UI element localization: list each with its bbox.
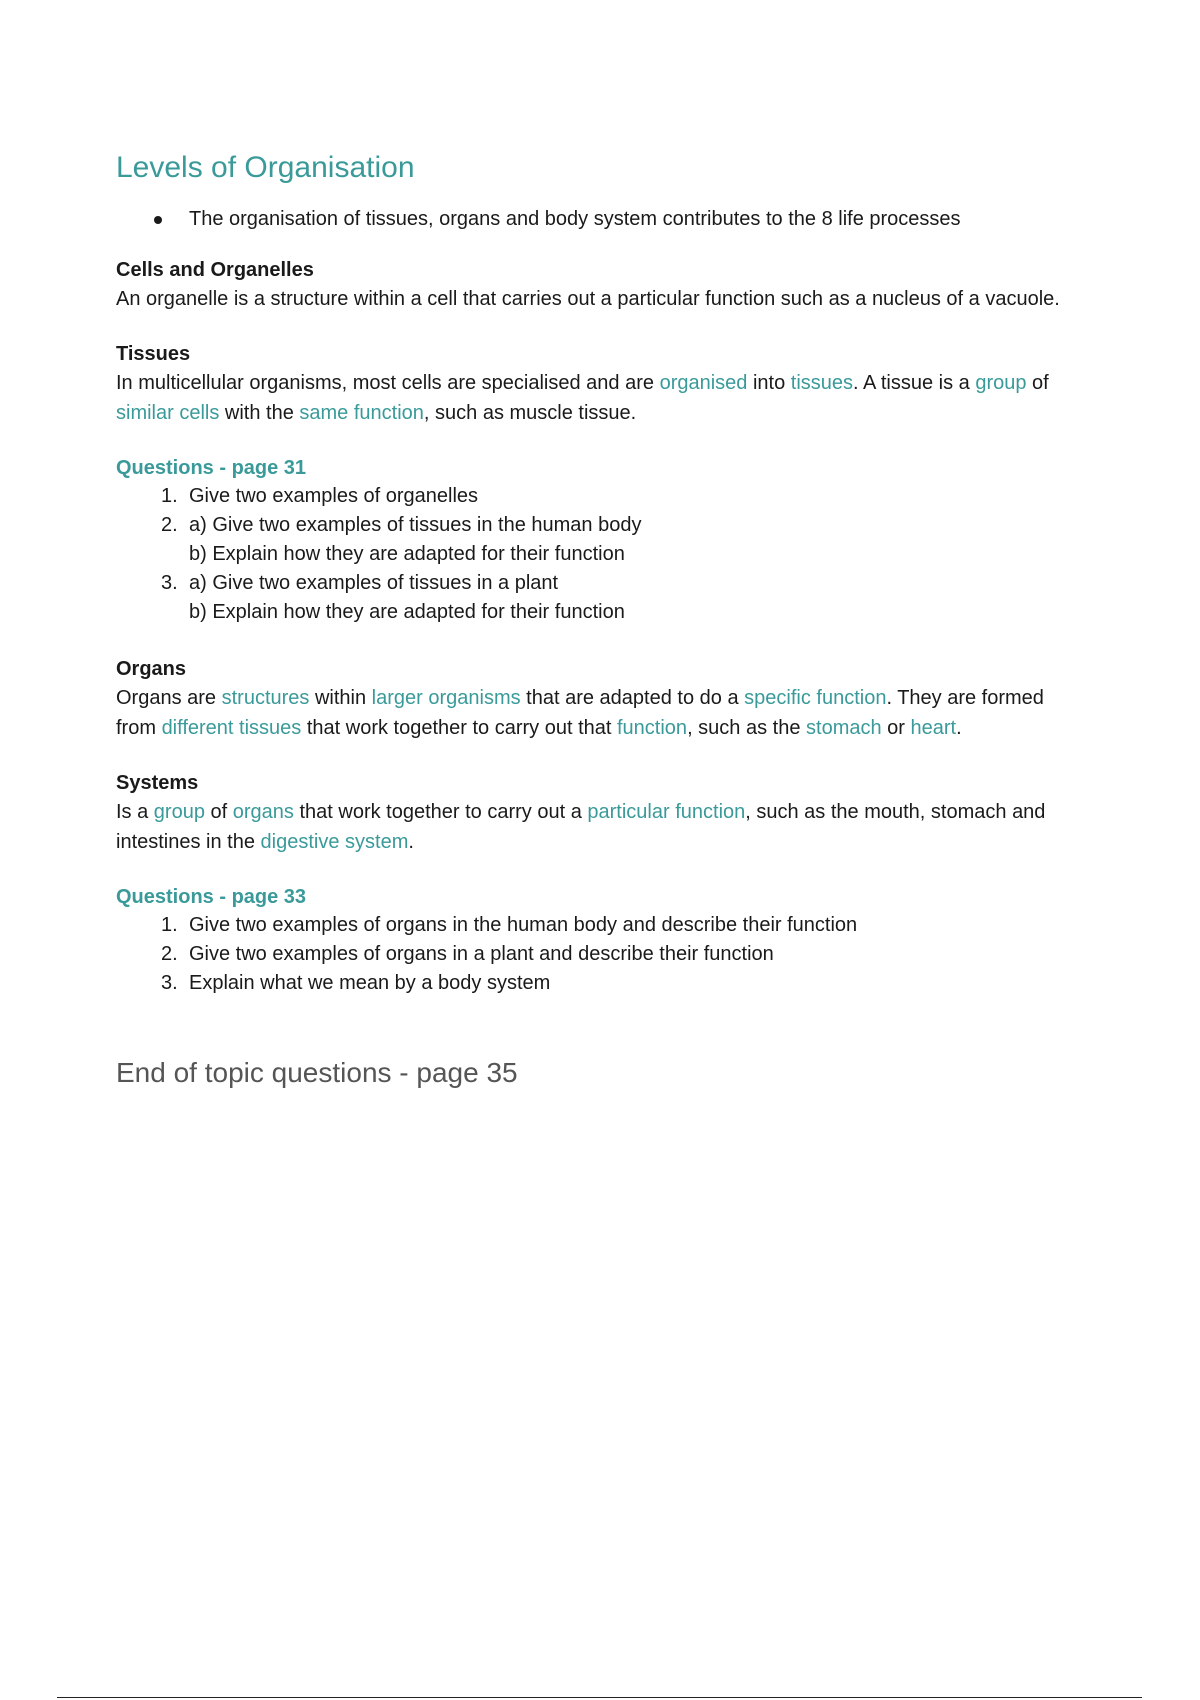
questions-31-section xyxy=(116,454,1086,627)
keyword: organised xyxy=(659,372,748,394)
keyword: particular function xyxy=(587,801,746,823)
question-number: 3. xyxy=(161,572,178,594)
question-body xyxy=(189,969,1086,998)
organs-heading: Organs xyxy=(116,658,187,680)
cells-section xyxy=(116,256,1086,314)
systems-heading: Systems xyxy=(116,772,199,794)
question-line: b) Explain how they are adapted for their function xyxy=(189,601,625,623)
text-run: Organs are xyxy=(116,687,222,709)
keyword: structures xyxy=(221,687,310,709)
keyword: larger organisms xyxy=(371,687,521,709)
text-run: or xyxy=(881,717,911,739)
question-line: Give two examples of organs in the human body and describe their function xyxy=(189,914,858,936)
questions-31-heading: Questions - page 31 xyxy=(116,457,307,479)
keyword: same function xyxy=(299,402,424,424)
question-item xyxy=(116,911,1086,940)
cells-heading: Cells and Organelles xyxy=(116,259,314,281)
question-line: Give two examples of organelles xyxy=(189,485,479,507)
page-divider xyxy=(57,1697,1142,1698)
question-number: 1. xyxy=(161,485,178,507)
questions-31-list xyxy=(116,482,1086,627)
question-number-cell xyxy=(116,482,189,511)
question-line: a) Give two examples of tissues in a plant xyxy=(189,572,559,594)
keyword: group xyxy=(975,372,1027,394)
text-run: In multicellular organisms, most cells are specialised and are xyxy=(116,372,660,394)
text-run: . xyxy=(956,717,962,739)
question-body xyxy=(189,482,1086,511)
question-number-cell xyxy=(116,911,189,940)
organs-section xyxy=(116,655,1086,743)
question-number-cell xyxy=(116,969,189,998)
question-item xyxy=(116,940,1086,969)
text-run: that are adapted to do a xyxy=(520,687,745,709)
systems-text xyxy=(116,797,1086,857)
intro-list xyxy=(116,204,1086,234)
organs-text xyxy=(116,683,1086,743)
question-body xyxy=(189,911,1086,940)
question-number: 2. xyxy=(161,514,178,536)
tissues-section xyxy=(116,340,1086,428)
tissues-text xyxy=(116,368,1086,428)
cells-text: An organelle is a structure within a cell that carries out a particular function such as a nucleus of a vacuole. xyxy=(116,288,1060,310)
question-item xyxy=(116,482,1086,511)
text-run: Is a xyxy=(116,801,154,823)
text-run: . A tissue is a xyxy=(853,372,976,394)
questions-33-section xyxy=(116,883,1086,998)
question-item xyxy=(116,969,1086,998)
text-run: that work together to carry out that xyxy=(301,717,617,739)
question-item xyxy=(116,511,1086,569)
text-run: that work together to carry out a xyxy=(293,801,588,823)
tissues-heading: Tissues xyxy=(116,343,191,365)
keyword: different tissues xyxy=(161,717,302,739)
keyword: organs xyxy=(232,801,294,823)
question-line: a) Give two examples of tissues in the human body xyxy=(189,514,642,536)
keyword: group xyxy=(153,801,205,823)
keyword: similar cells xyxy=(116,402,220,424)
end-of-topic-heading: End of topic questions - page 35 xyxy=(116,1057,518,1088)
questions-33-list xyxy=(116,911,1086,998)
question-number-cell xyxy=(116,511,189,569)
intro-bullet-text: The organisation of tissues, organs and body system contributes to the 8 life processes xyxy=(189,208,961,230)
question-line: b) Explain how they are adapted for their function xyxy=(189,543,625,565)
text-run: into xyxy=(747,372,791,394)
question-line: Explain what we mean by a body system xyxy=(189,972,551,994)
text-run: , such as muscle tissue. xyxy=(423,402,637,424)
bullet-icon xyxy=(154,216,162,224)
question-body xyxy=(189,940,1086,969)
question-number: 2. xyxy=(161,943,178,965)
keyword: heart xyxy=(910,717,957,739)
text-run: of xyxy=(1026,372,1049,394)
keyword: function xyxy=(617,717,688,739)
text-run: , such as the xyxy=(687,717,807,739)
text-run: within xyxy=(309,687,372,709)
keyword: specific function xyxy=(744,687,887,709)
question-body xyxy=(189,511,1086,569)
question-line: Give two examples of organs in a plant and describe their function xyxy=(189,943,774,965)
text-run: with the xyxy=(219,402,300,424)
text-run: . They are formed from xyxy=(116,687,1044,739)
keyword: stomach xyxy=(806,717,882,739)
systems-section xyxy=(116,769,1086,857)
question-number-cell xyxy=(116,940,189,969)
keyword: digestive system xyxy=(260,831,409,853)
intro-bullet xyxy=(116,204,1086,234)
question-number-cell xyxy=(116,569,189,627)
text-run: , such as the mouth, stomach and intestines in the xyxy=(116,801,1046,853)
question-item xyxy=(116,569,1086,627)
document-page xyxy=(116,150,1086,1090)
text-run: of xyxy=(204,801,233,823)
text-run: . xyxy=(408,831,414,853)
question-number: 3. xyxy=(161,972,178,994)
question-body xyxy=(189,569,1086,627)
page-title: Levels of Organisation xyxy=(116,151,415,184)
question-number: 1. xyxy=(161,914,178,936)
questions-33-heading: Questions - page 33 xyxy=(116,886,307,908)
keyword: tissues xyxy=(790,372,854,394)
